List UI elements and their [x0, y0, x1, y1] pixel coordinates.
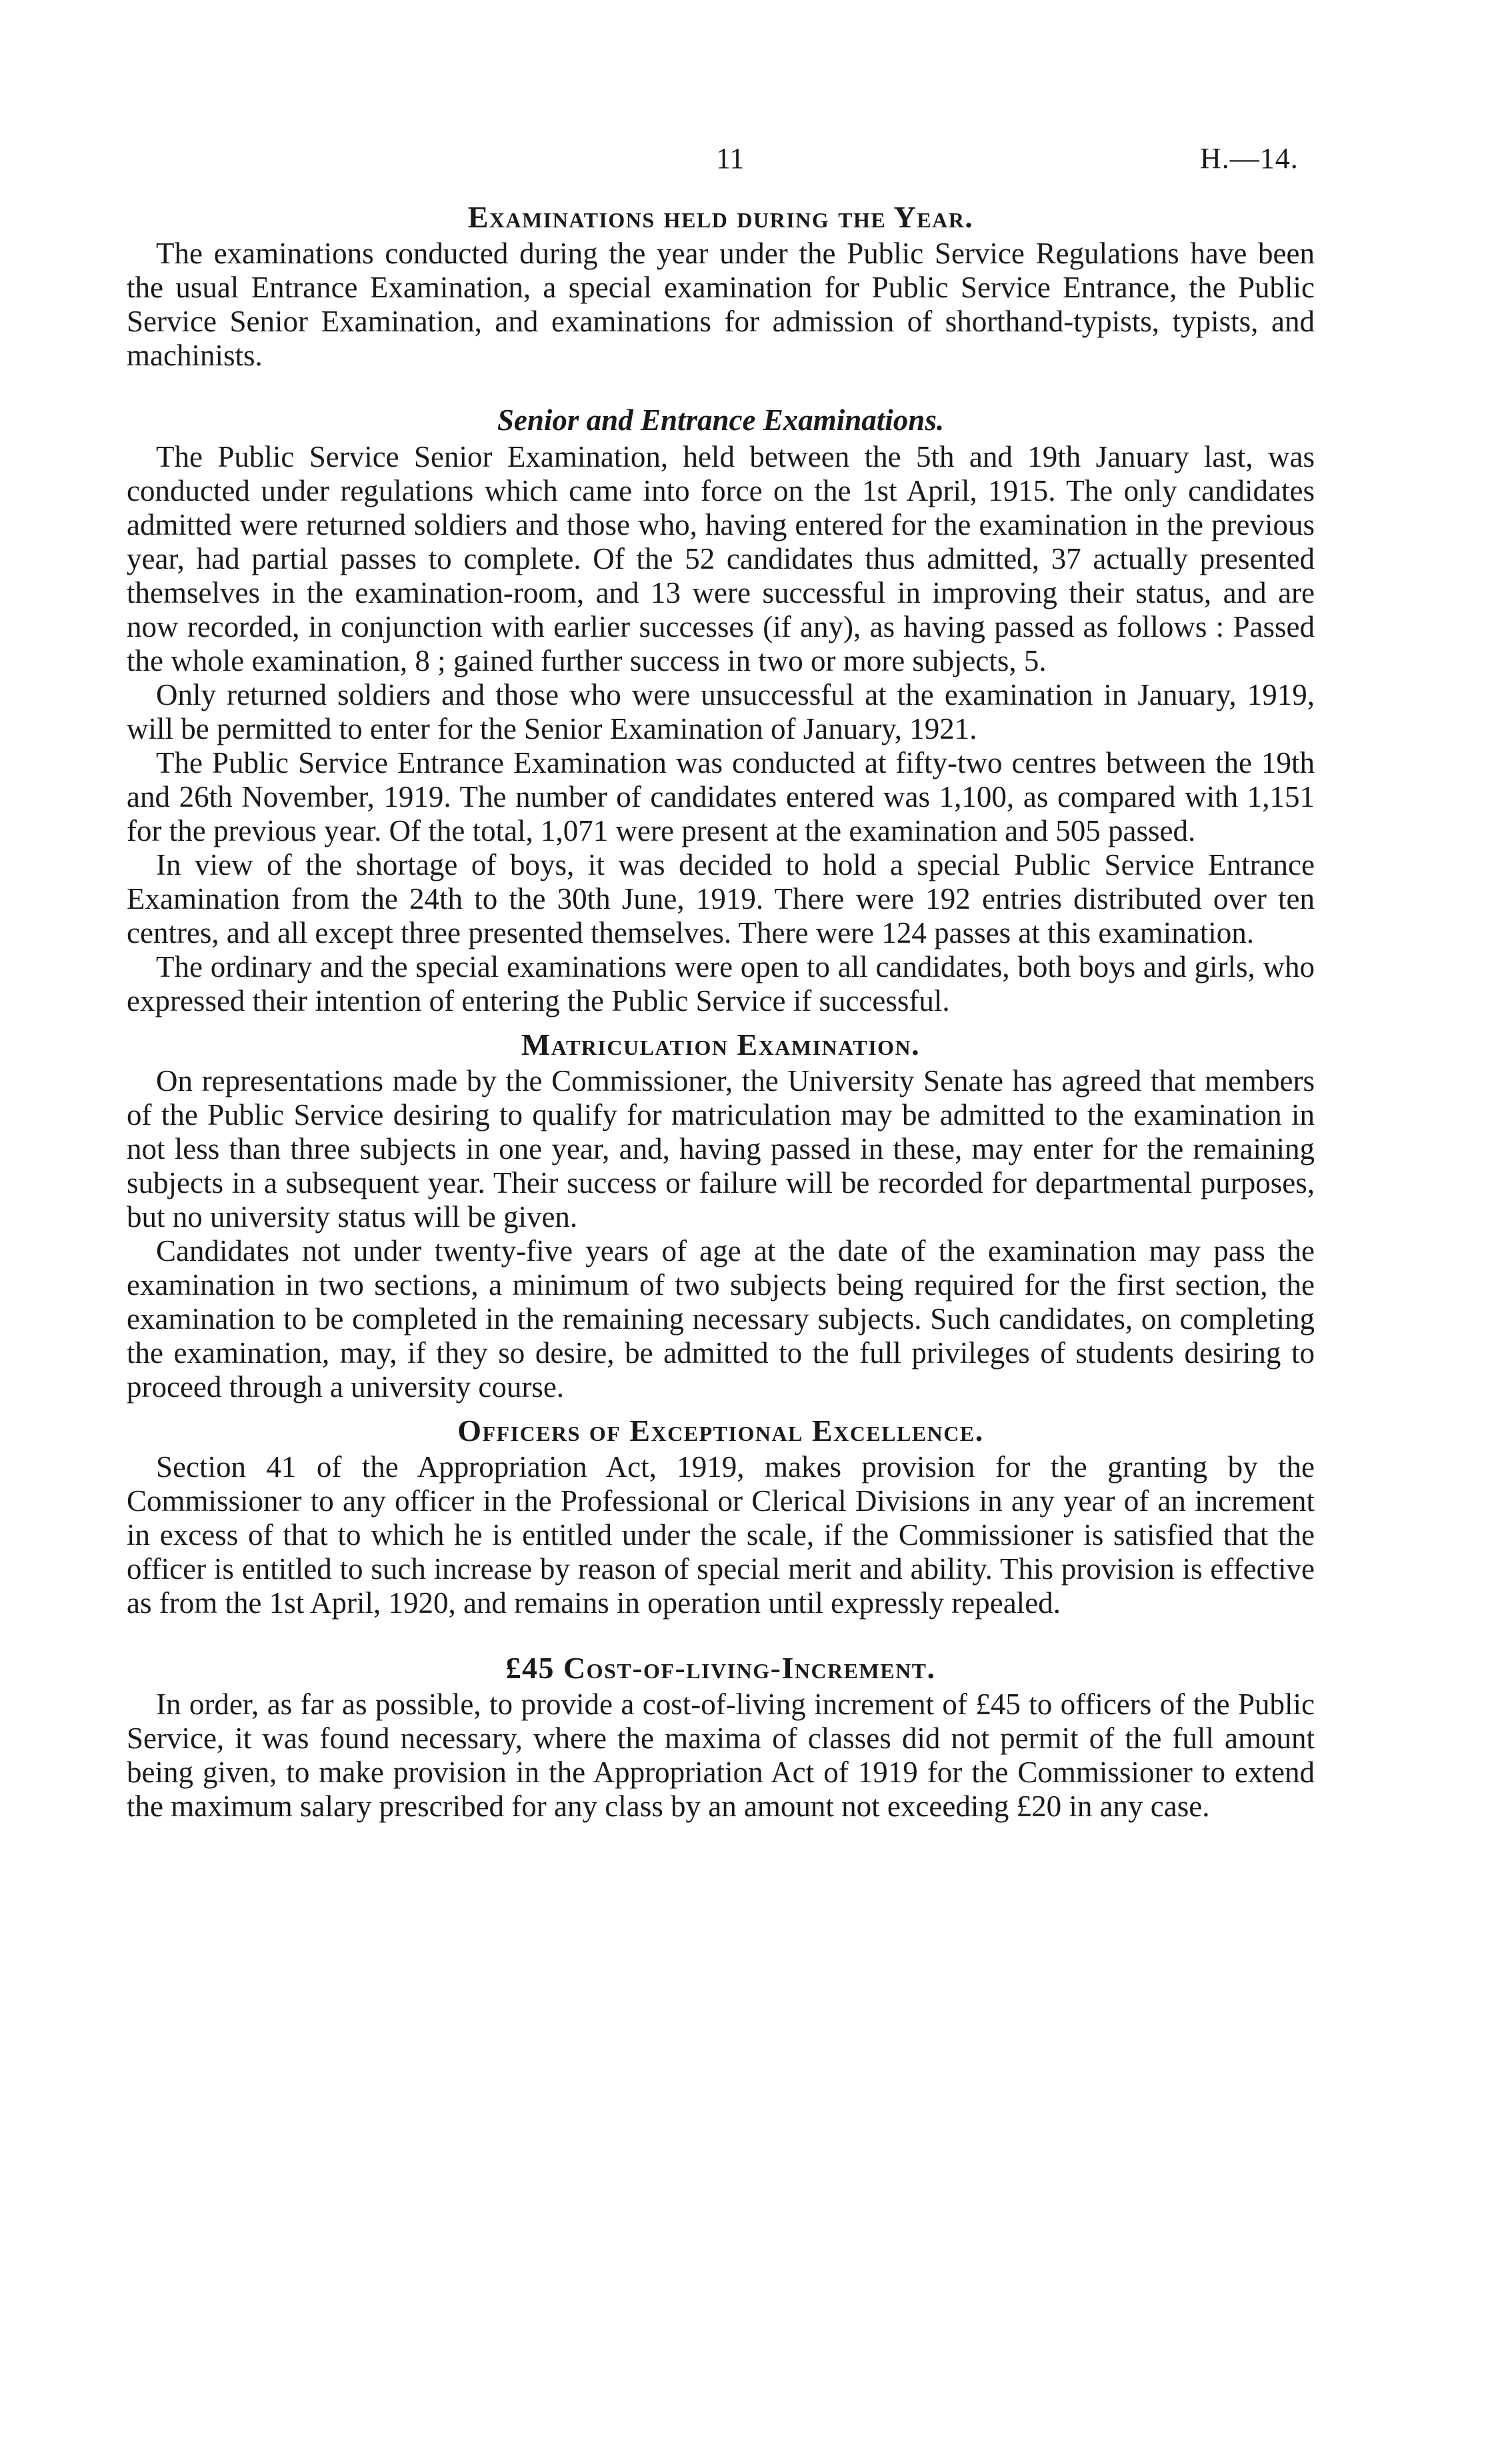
page-header — [0, 141, 1512, 181]
paragraph: In view of the shortage of boys, it was decided to hold a special Public Service Entrance Examination from the 24th to the 30th June, 1919. There were 192 entries distributed over ten centres, and all except three presented themselves. There were 124 passes at this examination. — [127, 848, 1315, 949]
section-heading: Matriculation Examination. — [521, 1027, 921, 1061]
section-heading: Officers of Exceptional Excellence. — [457, 1414, 984, 1448]
section-heading: Examinations held during the Year. — [467, 200, 974, 234]
paragraph: In order, as far as possible, to provide a cost-of-living increment of £45 to officers of the Public Service, it was found necessary, where the maxima of classes did not permit of the full amount being given, to make provision in the Appropriation Act of 1919 for the Commissioner to extend the maximum salary prescribed for any class by an amount not exceeding £20 in any case. — [127, 1688, 1315, 1823]
paragraph: Candidates not under twenty-five years of age at the date of the examination may pass the examination in two sections, a minimum of two subjects being required for the first section, the examination to be completed in the remaining necessary subjects. Such candidates, on completing the examination, may, if they so desire, be admitted to the full privileges of students desiring to proceed through a university course. — [127, 1234, 1315, 1404]
section-matriculation — [127, 1027, 1315, 1404]
section-cost-of-living — [127, 1651, 1315, 1824]
paragraph: On representations made by the Commissioner, the University Senate has agreed that members of the Public Service desiring to qualify for matriculation may be admitted to the examination in not less than three subjects in one year, and, having passed in these, may enter for the remaining subjects in a subsequent year. Their success or failure will be recorded for departmental purposes, but no university status will be given. — [127, 1064, 1315, 1234]
paragraph: The Public Service Senior Examination, held between the 5th and 19th January last, was conducted under regulations which came into force on the 1st April, 1915. The only candidates admitted were returned soldiers and those who, having entered for the examination in the previous year, had partial passes to complete. Of the 52 candidates thus admitted, 37 actually presented themselves in the examination-room, and 13 were successful in improving their status, and are now recorded, in conjunction with earlier successes (if any), as having passed as follows : Passed the whole examination, 8 ; gained further success in two or more subjects, 5. — [127, 440, 1315, 677]
page-body — [127, 200, 1315, 1824]
paragraph: The Public Service Entrance Examination was conducted at fifty-two centres between the 19th and 26th November, 1919. The number of candidates entered was 1,100, as compared with 1,151 for the previous year. Of the total, 1,071 were present at the examination and 505 passed. — [127, 746, 1315, 847]
section-exceptional-excellence — [127, 1414, 1315, 1620]
sub-heading: Senior and Entrance Examinations. — [497, 403, 945, 437]
document-reference: H.—14. — [1200, 142, 1299, 175]
section-examinations — [127, 200, 1315, 373]
page-number: 11 — [716, 142, 745, 175]
paragraph: The ordinary and the special examinations were open to all candidates, both boys and girls, who expressed their intention of entering the Public Service if successful. — [127, 950, 1315, 1017]
section-senior-entrance — [127, 403, 1315, 1018]
paragraph: Only returned soldiers and those who were unsuccessful at the examination in January, 1919, will be permitted to enter for the Senior Examination of January, 1921. — [127, 678, 1315, 745]
paragraph: Section 41 of the Appropriation Act, 1919, makes provision for the granting by the Commissioner to any officer in the Professional or Clerical Divisions in any year of an increment in excess of that to which he is entitled under the scale, if the Commissioner is satisfied that the officer is entitled to such increase by reason of special merit and ability. This provision is effective as from the 1st April, 1920, and remains in operation until expressly repealed. — [127, 1450, 1315, 1620]
section-heading: £45 Cost-of-living-Increment. — [505, 1651, 936, 1685]
paragraph: The examinations conducted during the year under the Public Service Regulations have been the usual Entrance Examination, a special examination for Public Service Entrance, the Public Service Senior Examination, and examinations for admission of shorthand-typists, typists, and machinists. — [127, 237, 1315, 372]
